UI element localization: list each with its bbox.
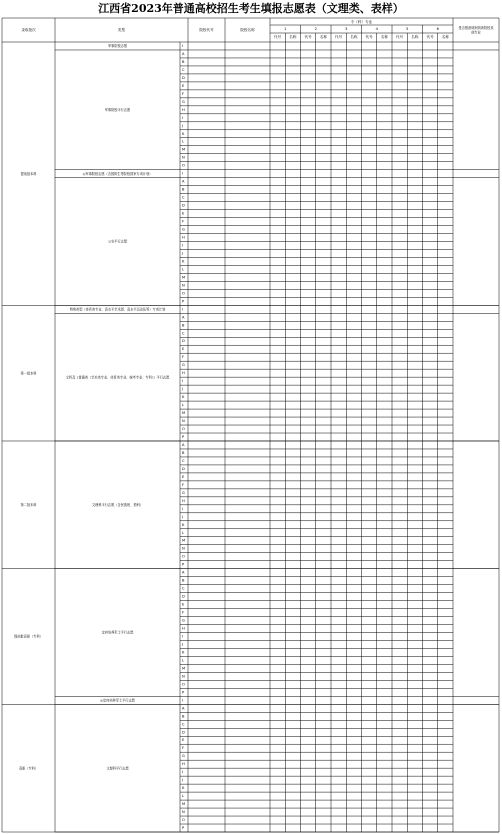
row-letter-m: M — [182, 538, 186, 543]
row-letter-c: C — [182, 195, 185, 200]
row-letter-k: K — [182, 259, 185, 264]
row-letter-n: N — [182, 810, 185, 815]
row-letter-i: I — [182, 243, 184, 248]
row-letter-n: N — [182, 419, 185, 424]
row-letter-i: I — [182, 171, 184, 176]
batch-label: 提前批高职（专科） — [14, 634, 43, 639]
header-sub-name: 名称 — [441, 35, 449, 39]
header-sub-code: 代号 — [365, 35, 373, 39]
header-inst-name: 院校名称 — [240, 28, 255, 32]
row-letter-d: D — [182, 75, 185, 80]
header-sub-name: 名称 — [380, 35, 388, 39]
row-letter-i: I — [182, 698, 184, 703]
row-letter-b: B — [182, 714, 185, 719]
type-label: 公安平行志愿 — [107, 239, 128, 244]
row-letter-i: I — [182, 307, 184, 312]
header-sub-name: 名称 — [411, 35, 419, 39]
header-sub-code: 代号 — [304, 35, 312, 39]
header-sub-name: 名称 — [289, 35, 297, 39]
row-letter-f: F — [182, 219, 185, 224]
header-sub-code: 代号 — [274, 35, 282, 39]
row-letter-n: N — [182, 546, 185, 551]
row-letter-p: P — [182, 690, 185, 695]
header-major-col-3: 3 — [345, 27, 348, 31]
row-letter-g: G — [182, 754, 185, 759]
row-letter-k: K — [182, 786, 185, 791]
row-letter-i: I — [182, 43, 184, 48]
form-title: 江西省2023年普通高校招生考生填报志愿表（文理类、表样） — [98, 2, 404, 15]
header-type: 类型 — [117, 28, 126, 32]
row-letter-i: I — [182, 379, 184, 384]
row-letter-o: O — [182, 427, 185, 432]
row-letter-m: M — [182, 147, 186, 152]
row-letter-l: L — [182, 403, 185, 408]
row-letter-l: L — [182, 139, 185, 144]
row-letter-j: J — [182, 387, 184, 392]
row-letter-e: E — [182, 83, 185, 88]
row-letter-e: E — [182, 474, 185, 479]
row-letter-g: G — [182, 363, 185, 368]
type-label: 文科及《普通类（艺术类专业、体育类专业、统考专业、专科）》平行志愿 — [65, 375, 170, 380]
row-letter-a: A — [182, 179, 185, 184]
row-letter-d: D — [182, 339, 185, 344]
batch-label: 高职（专科） — [18, 766, 39, 771]
type-label: 定向培养军士平行志愿 — [101, 630, 134, 635]
header-sub-name: 名称 — [350, 35, 358, 39]
header-major-col-4: 4 — [375, 27, 378, 31]
row-letter-k: K — [182, 650, 185, 655]
type-label: ◎军事院校志愿（含国防生等院校国家专项计划） — [82, 171, 153, 176]
row-letter-e: E — [182, 347, 185, 352]
row-letter-b: B — [182, 578, 185, 583]
row-letter-p: P — [182, 299, 185, 304]
row-letter-b: B — [182, 323, 185, 328]
row-letter-g: G — [182, 490, 185, 495]
row-letter-a: A — [182, 315, 185, 320]
row-letter-i: I — [182, 506, 184, 511]
row-letter-b: B — [182, 450, 185, 455]
row-letter-m: M — [182, 275, 186, 280]
row-letter-k: K — [182, 131, 185, 136]
row-letter-m: M — [182, 666, 186, 671]
row-letter-g: G — [182, 618, 185, 623]
row-letter-o: O — [182, 682, 185, 687]
row-letter-h: H — [182, 107, 185, 112]
row-letter-h: H — [182, 371, 185, 376]
row-letter-j: J — [182, 123, 184, 128]
type-label: 军事院校平行志愿 — [104, 108, 131, 113]
row-letter-a: A — [182, 570, 185, 575]
row-letter-f: F — [182, 91, 185, 96]
row-letter-l: L — [182, 267, 185, 272]
row-letter-n: N — [182, 283, 185, 288]
batch-label: 提前批本科 — [20, 171, 37, 176]
row-letter-j: J — [182, 251, 184, 256]
row-letter-a: A — [182, 51, 185, 56]
header-major-col-5: 5 — [406, 27, 409, 31]
row-letter-e: E — [182, 738, 185, 743]
row-letter-j: J — [182, 642, 184, 647]
row-letter-h: H — [182, 762, 185, 767]
row-letter-m: M — [182, 411, 186, 416]
row-letter-f: F — [182, 610, 185, 615]
row-letter-c: C — [182, 331, 185, 336]
header-major-col-6: 6 — [436, 27, 439, 31]
row-letter-i: I — [182, 115, 184, 120]
batch-label: 第二批本科 — [20, 503, 37, 508]
header-major-col-2: 2 — [314, 27, 317, 31]
row-letter-o: O — [182, 554, 185, 559]
row-letter-k: K — [182, 395, 185, 400]
row-letter-j: J — [182, 778, 184, 783]
row-letter-n: N — [182, 674, 185, 679]
row-letter-p: P — [182, 562, 185, 567]
row-letter-h: H — [182, 626, 185, 631]
row-letter-p: P — [182, 435, 185, 439]
header-major-col-1: 1 — [284, 27, 287, 31]
type-label: 军事院校志愿 — [107, 44, 128, 49]
row-letter-h: H — [182, 498, 185, 503]
row-letter-j: J — [182, 514, 184, 519]
row-letter-o: O — [182, 163, 185, 168]
header-sub-code: 代号 — [335, 35, 343, 39]
type-label: 特殊类型（体育类专业、高水平艺术团、高水平运动队等）专项计划 — [69, 307, 166, 312]
row-letter-g: G — [182, 99, 185, 104]
row-letter-i: I — [182, 770, 184, 775]
row-letter-c: C — [182, 458, 185, 463]
row-letter-g: G — [182, 227, 185, 232]
row-letter-h: H — [182, 235, 185, 240]
row-letter-d: D — [182, 730, 185, 735]
header-sub-code: 代号 — [426, 35, 434, 39]
row-letter-a: A — [182, 442, 185, 447]
row-letter-d: D — [182, 594, 185, 599]
row-letter-e: E — [182, 211, 185, 216]
header-sub-name: 名称 — [319, 35, 327, 39]
row-letter-f: F — [182, 355, 185, 360]
row-letter-k: K — [182, 522, 185, 527]
row-letter-f: F — [182, 482, 185, 487]
row-letter-a: A — [182, 706, 185, 711]
row-letter-l: L — [182, 530, 185, 535]
row-letter-l: L — [182, 794, 185, 799]
header-adjust: 是否愿意调剂到该院校其他专业 — [458, 25, 494, 35]
header-inst-code: 院校代号 — [199, 28, 214, 32]
row-letter-c: C — [182, 586, 185, 591]
type-label: ◎定向培养军士平行志愿 — [100, 698, 135, 703]
row-letter-d: D — [182, 466, 185, 471]
type-label: 文理科平行志愿 — [106, 766, 129, 771]
row-letter-p: P — [182, 826, 185, 831]
header-batch: 录取批次 — [21, 28, 36, 32]
row-letter-o: O — [182, 818, 185, 823]
row-letter-n: N — [182, 155, 185, 160]
row-letter-l: L — [182, 658, 185, 663]
row-letter-c: C — [182, 722, 185, 727]
header-sub-code: 代号 — [396, 35, 404, 39]
row-letter-f: F — [182, 746, 185, 751]
row-letter-c: C — [182, 67, 185, 72]
row-letter-o: O — [182, 291, 185, 296]
row-letter-m: M — [182, 802, 186, 807]
type-label: 文理科平行志愿（含民族班、预科） — [92, 503, 143, 508]
row-letter-e: E — [182, 602, 185, 607]
header-major-group: 专（科）专业 — [350, 20, 373, 24]
row-letter-d: D — [182, 203, 185, 208]
row-letter-b: B — [182, 59, 185, 64]
row-letter-b: B — [182, 187, 185, 192]
row-letter-i: I — [182, 634, 184, 639]
batch-label: 第一批本科 — [20, 371, 37, 376]
